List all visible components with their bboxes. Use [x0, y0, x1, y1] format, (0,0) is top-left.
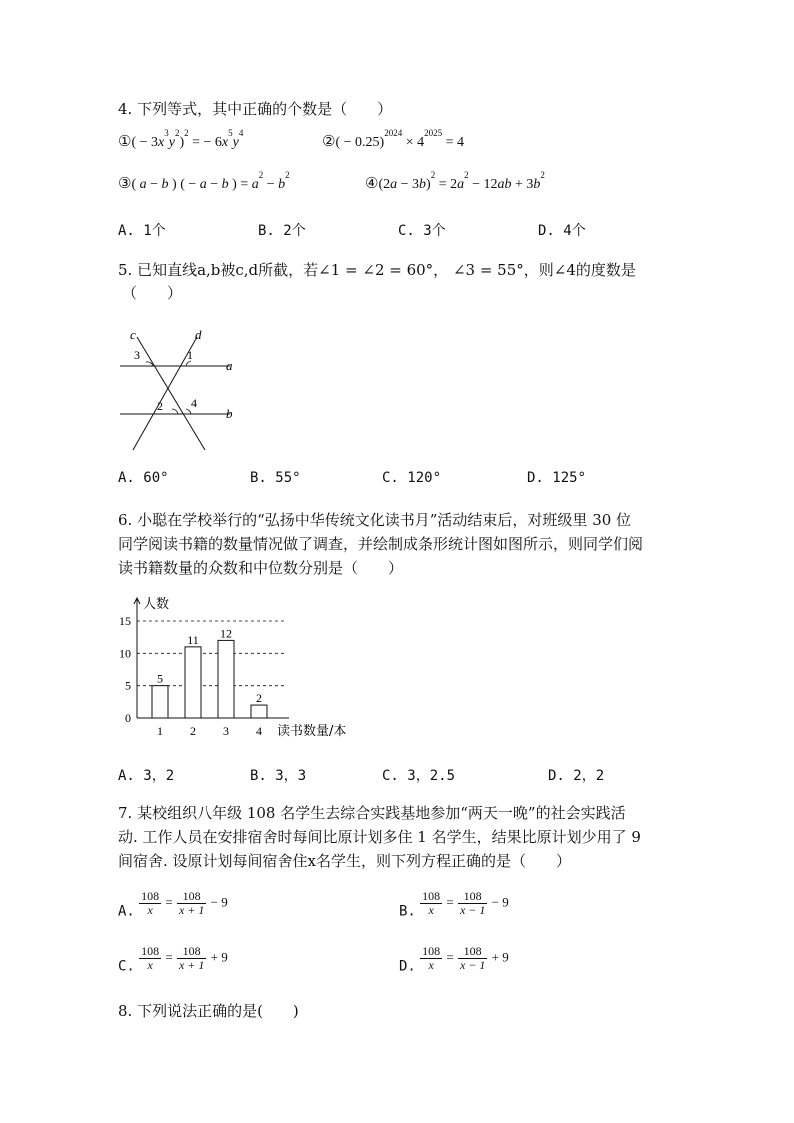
bar: [218, 640, 234, 718]
q7-letter-c: C.: [118, 958, 135, 975]
label-angle-4: 4: [191, 396, 197, 410]
label-a: a: [226, 358, 233, 373]
denominator: x − 1: [459, 903, 486, 917]
q6-line-2: 同学阅读书籍的数量情况做了调查，并绘制成条形统计图如图所示，则同学们阅: [118, 535, 644, 553]
q5-option-a: A. 60°: [118, 470, 169, 486]
denominator: x: [147, 903, 153, 917]
label-b: b: [226, 406, 233, 421]
q4-option-b: B. 2个: [258, 223, 306, 239]
label-c: c: [130, 327, 136, 342]
numerator: 108: [141, 889, 160, 903]
y-axis-label: 人数: [143, 597, 170, 612]
denominator: x + 1: [178, 903, 205, 917]
x-tick-label: 3: [223, 724, 229, 738]
q5-option-d: D. 125°: [527, 470, 587, 486]
q4-option-a: A. 1个: [118, 223, 166, 239]
y-tick-label: 5: [125, 678, 131, 693]
y-tick-label: 15: [119, 614, 131, 628]
x-tick-label: 2: [190, 724, 196, 738]
line-c: [137, 337, 205, 450]
numerator: 108: [422, 944, 441, 958]
label-angle-2: 2: [157, 399, 163, 413]
denominator: x: [428, 903, 434, 917]
bar: [185, 647, 201, 718]
label-d: d: [195, 327, 202, 342]
q4-option-d: D. 4个: [538, 223, 586, 239]
x-axis-label: 读书数量/本: [277, 724, 347, 739]
q4-eq4: ④(2a − $3b)^2 = 2a^2 - 12ab + 3b^2$: [365, 170, 545, 192]
bar-chart: [115, 590, 365, 742]
bar-value-label: 2: [256, 691, 262, 706]
q7-letter-b: B.: [399, 903, 416, 920]
parallel-lines-figure: [115, 325, 245, 455]
denominator: x − 1: [459, 958, 486, 972]
q6-line-1: 6. 小聪在学校举行的“弘扬中华传统文化读书月”活动结束后，对班级里 30 位: [118, 511, 632, 529]
bar-value-label: 12: [220, 626, 232, 641]
q7-letter-a: A.: [118, 903, 135, 920]
bar-value-label: 11: [187, 632, 199, 647]
q6-option-b: B. 3，3: [250, 768, 307, 784]
q5-stem: 5. 已知直线a,b被c,d所截，若∠1 = ∠2 = 60°， ∠3 = 55°，则∠4的度数是: [118, 261, 636, 279]
q6-line-3: 读书籍数量的众数和中位数分别是（ ）: [118, 559, 404, 577]
q6-option-d: D. 2，2: [548, 768, 605, 784]
numerator: 108: [141, 944, 160, 958]
angle-2-arc: [172, 409, 178, 414]
eq2-mark: ②: [322, 132, 336, 150]
y-tick-label: 0: [125, 711, 131, 725]
tail: + 9: [491, 949, 509, 965]
q7-option-c: C. $\frac{108}{x}$ = $\frac{108}{x + 1}$ + 9: [118, 944, 228, 975]
bar-value-label: 5: [157, 671, 163, 686]
numerator: 108: [458, 945, 487, 959]
tail: − 9: [491, 894, 509, 910]
eq3-mark: ③: [118, 174, 132, 192]
tail: − 9: [210, 894, 228, 910]
q4-eq1: ①( − $3x^3y^2)^2$ = − $6x^5y^4$: [118, 128, 244, 150]
denominator: x: [428, 958, 434, 972]
q7-line-1: 7. 某校组织八年级 108 名学生去综合实践基地参加“两天一晚”的社会实践活: [118, 804, 626, 822]
bar: [152, 686, 168, 718]
q8-stem: 8. 下列说法正确的是( ): [118, 1002, 299, 1020]
eq1-mark: ①: [118, 132, 132, 150]
label-angle-1: 1: [187, 348, 193, 362]
q7-option-a: A. $\frac{108}{x}$ = $\frac{108}{x + 1}$ − 9: [118, 889, 228, 920]
q7-line-3: 间宿舍. 设原计划每间宿舍住x名学生，则下列方程正确的是（ ）: [118, 852, 571, 870]
q7-option-d: D. $\frac{108}{x}$ = $\frac{108}{x - 1}$ + 9: [399, 944, 509, 975]
y-tick-label: 10: [119, 646, 131, 661]
denominator: x: [147, 958, 153, 972]
q4-stem: 4. 下列等式，其中正确的个数是（ ）: [118, 100, 393, 118]
q5-stem-cont: （ ）: [122, 284, 183, 302]
q5-option-c: C. 120°: [382, 470, 442, 486]
eq4-mark: ④: [365, 174, 379, 192]
q6-option-a: A. 3，2: [118, 768, 175, 784]
q7-option-b: B. $\frac{108}{x}$ = $\frac{108}{x - 1}$ − 9: [399, 889, 509, 920]
q4-eq3: ③( a − b ) ( − a − b ) = $a^2 - b^2$: [118, 170, 290, 192]
numerator: 108: [177, 890, 206, 904]
denominator: x + 1: [178, 958, 205, 972]
numerator: 108: [458, 890, 487, 904]
q4-eq2: ②( − $0.25)^{2024} \times 4^{2025} = 4$: [322, 128, 464, 150]
numerator: 108: [422, 889, 441, 903]
tail: + 9: [210, 949, 228, 965]
q7-line-2: 动. 工作人员在安排宿舍时每间比原计划多住 1 名学生，结果比原计划少用了 9: [118, 828, 641, 846]
q7-letter-d: D.: [399, 958, 416, 975]
label-angle-3: 3: [134, 348, 140, 362]
x-tick-label: 4: [256, 724, 262, 738]
q5-option-b: B. 55°: [250, 470, 301, 486]
bar: [251, 705, 267, 718]
numerator: 108: [177, 945, 206, 959]
x-tick-label: 1: [157, 724, 163, 738]
q6-option-c: C. 3，2.5: [382, 768, 456, 784]
q4-option-c: C. 3个: [398, 223, 446, 239]
